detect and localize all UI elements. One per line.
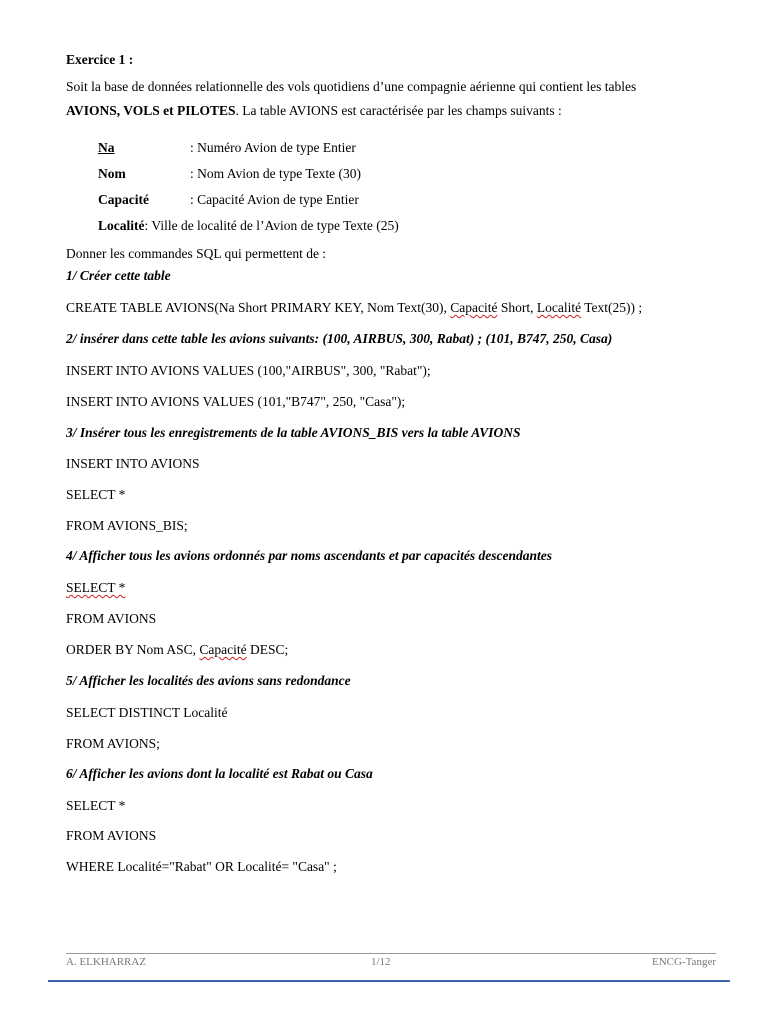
field-name: Nom	[98, 166, 126, 181]
sql-3b: SELECT *	[66, 487, 126, 502]
sql-insert-2: INSERT INTO AVIONS VALUES (101,"B747", 250, "Casa");	[66, 394, 406, 409]
field-name: Na	[98, 140, 115, 155]
sql-6b: FROM AVIONS	[66, 828, 157, 843]
question-1: 1/ Créer cette table	[66, 268, 171, 283]
intro-line-2	[66, 103, 562, 119]
sql-6c: WHERE Localité="Rabat" OR Localité= "Casa" ;	[66, 859, 337, 874]
sql-6a: SELECT *	[66, 798, 126, 813]
intro-rest: . La table AVIONS est caractérisée par les champs suivants :	[235, 103, 562, 118]
sql-create: CREATE TABLE AVIONS(Na Short PRIMARY KEY, Nom Text(30), Capacité Short, Localité Text(25)) ;	[66, 300, 643, 315]
question-3: 3/ Insérer tous les enregistrements de la table AVIONS_BIS vers la table AVIONS	[66, 425, 521, 440]
footer-author: A. ELKHARRAZ	[66, 956, 147, 968]
footer-accent-rule	[48, 980, 730, 982]
exercise-title: Exercice 1 :	[66, 52, 134, 67]
field-capacite	[98, 192, 359, 208]
footer-school: ENCG-Tanger	[652, 956, 716, 968]
intro-tables: AVIONS, VOLS et PILOTES	[66, 103, 236, 118]
field-na	[98, 140, 356, 156]
sql-3a: INSERT INTO AVIONS	[66, 456, 200, 471]
intro-line-1: Soit la base de données relationnelle des vols quotidiens d’une compagnie aérienne qui contient les tables	[66, 79, 637, 94]
question-4: 4/ Afficher tous les avions ordonnés par noms ascendants et par capacités descendantes	[66, 548, 553, 563]
field-name: Localité	[98, 218, 145, 233]
field-desc: : Nom Avion de type Texte (30)	[190, 166, 362, 181]
sql-4b: FROM AVIONS	[66, 611, 157, 626]
field-nom	[98, 166, 361, 182]
footer-page-number: 1/12	[371, 956, 391, 968]
sql-4c: ORDER BY Nom ASC, Capacité DESC;	[66, 642, 289, 657]
field-localite	[98, 218, 399, 234]
question-2: 2/ insérer dans cette table les avions suivants: (100, AIRBUS, 300, Rabat) ; (101, B747, 250, Casa)	[66, 331, 613, 346]
field-desc: : Ville de localité de l’Avion de type Texte (25)	[144, 218, 399, 233]
sql-5b: FROM AVIONS;	[66, 736, 160, 751]
sql-3c: FROM AVIONS_BIS;	[66, 518, 188, 533]
field-desc: : Capacité Avion de type Entier	[190, 192, 359, 207]
sql-5a: SELECT DISTINCT Localité	[66, 705, 228, 720]
question-5: 5/ Afficher les localités des avions sans redondance	[66, 673, 351, 688]
field-desc: : Numéro Avion de type Entier	[190, 140, 356, 155]
prompt: Donner les commandes SQL qui permettent de :	[66, 246, 327, 261]
question-6: 6/ Afficher les avions dont la localité est Rabat ou Casa	[66, 766, 373, 781]
field-name: Capacité	[98, 192, 149, 207]
footer-rule	[66, 953, 716, 954]
sql-insert-1: INSERT INTO AVIONS VALUES (100,"AIRBUS", 300, "Rabat");	[66, 363, 431, 378]
sql-4a: SELECT *	[66, 580, 126, 595]
